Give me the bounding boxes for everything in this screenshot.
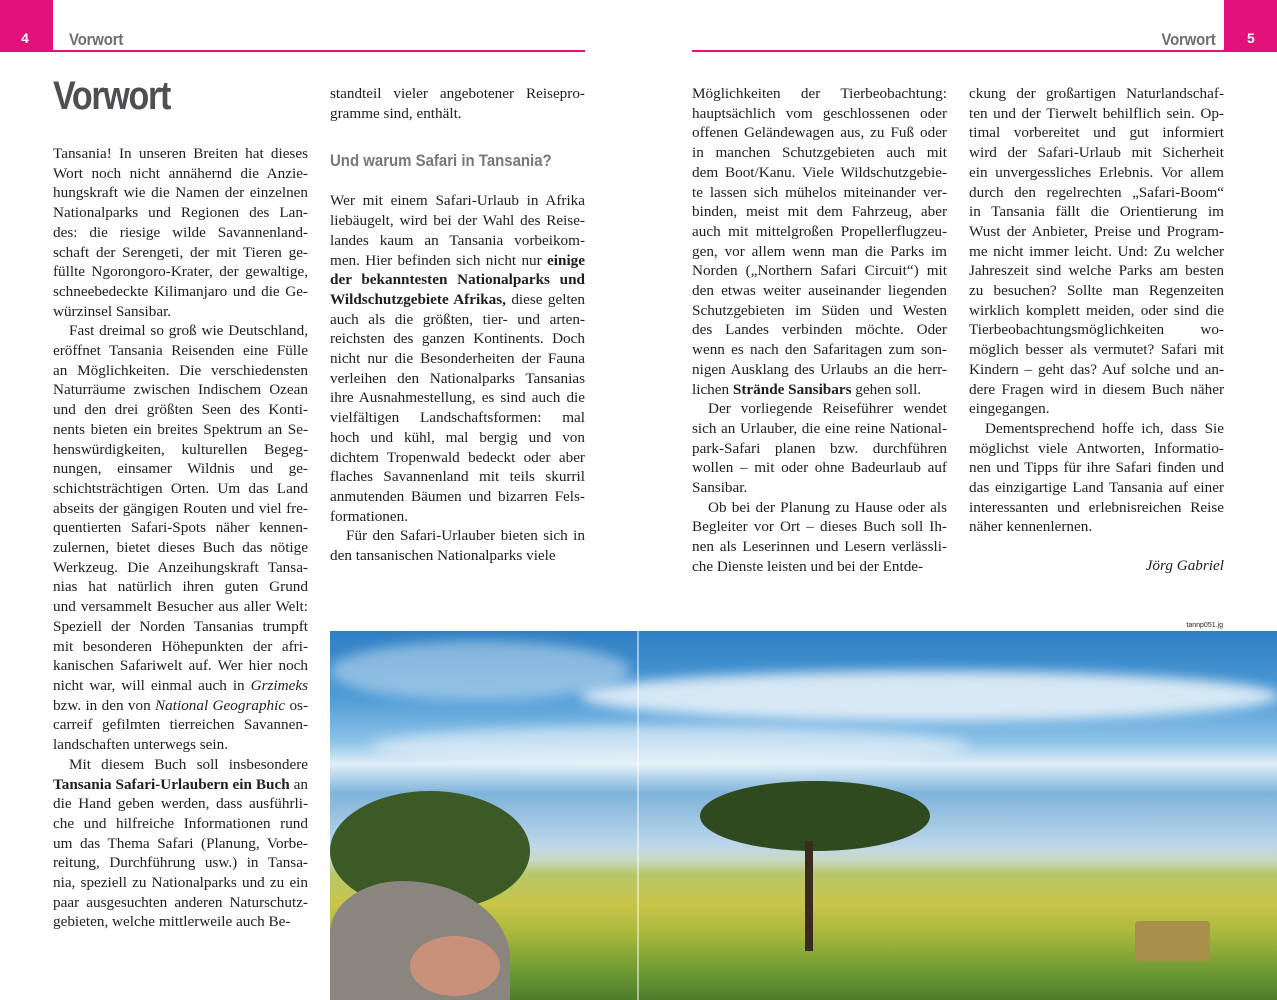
- text-line: gen, vor allem wenn man die Parks im: [692, 242, 947, 260]
- text-line: Naturräume zwischen Indischem Ozean: [53, 381, 308, 399]
- text-line: nen als Leserinnen und Lesern verlässli-: [692, 538, 947, 556]
- text-line: ckung der großartigen Naturlandschaf-: [969, 85, 1224, 102]
- text-line: che und hilfreiche Informationen rund: [53, 814, 308, 832]
- text-line: quentierten Safari-Spots näher kennen-: [53, 519, 308, 537]
- text-line: landes kaum an Tansania vorbeikom-: [330, 231, 585, 249]
- text-line: liebäugelt, wird bei der Wahl des Reise-: [330, 212, 585, 230]
- text-line: Der vorliegende Reiseführer wendet: [708, 400, 947, 418]
- text-line: binden, meist mit dem Fahrzeug, aber: [692, 203, 947, 221]
- text-line: verleihen den Nationalparks Tansanias: [330, 369, 585, 387]
- text-line: wollen – mit oder ohne Badeurlaub auf: [692, 459, 947, 477]
- page-title: Vorwort: [53, 74, 171, 118]
- text-line: formationen.: [330, 507, 409, 525]
- cloud: [370, 726, 970, 766]
- text-line: nen und Tipps für ihre Safari finden und: [969, 459, 1224, 477]
- text-line: an Möglichkeiten. Die verschiedensten: [53, 361, 308, 379]
- text-line: Möglichkeiten der Tierbeobachtung:: [692, 85, 947, 102]
- text-line: dem Boot/Kanu. Viele Wildschutzgebie-: [692, 163, 947, 181]
- text-line: nigen Ausklang des Urlaubs an die herr-: [692, 360, 947, 378]
- header-rule-left: [53, 50, 585, 52]
- text-line: Begleiter vor Ort – dieses Buch soll Ih-: [692, 518, 947, 536]
- text-line: ihre Ausnahmestellung, es sind auch die: [330, 389, 585, 407]
- text-line: nicht war, will einmal auch in Grzimeks: [53, 676, 308, 694]
- text-line: schneebedeckte Kilimanjaro und die Ge-: [53, 282, 308, 300]
- text-line: bzw. in den von National Geographic os-: [53, 696, 309, 714]
- text-line: Tierbeobachtungsmöglichkeiten wo-: [969, 321, 1224, 339]
- paragraph: [330, 526, 585, 565]
- text-line: standteil vieler angebotener Reisepro-: [330, 85, 585, 102]
- text-column-2: [330, 84, 585, 566]
- text-line: und den drei größten Seen des Konti-: [53, 401, 308, 419]
- running-head-right: Vorwort: [1161, 30, 1216, 49]
- text-line: dere Fragen wird in diesem Buch näher: [969, 380, 1224, 398]
- text-line: Schutzgebieten im Süden und Westen: [692, 301, 947, 319]
- text-line: eröffnet Tansania Reisenden eine Fülle: [53, 342, 308, 360]
- paragraph: [969, 419, 1224, 537]
- text-line: sich an Urlauber, die eine reine National-: [692, 419, 947, 437]
- paragraph: [53, 144, 308, 321]
- text-line: Sansibar.: [692, 479, 748, 497]
- text-line: lichen Strände Sansibars gehen soll.: [692, 380, 922, 398]
- text-line: den tansanischen Nationalparks viele: [330, 547, 556, 565]
- text-line: dichtem Tropenwald bedeckt oder aber: [330, 448, 585, 466]
- text-line: ten und der Tierwelt behilflich sein. Op-: [969, 104, 1224, 122]
- text-line: men. Hier befinden sich nicht nur einige: [330, 251, 585, 269]
- page-gutter: [637, 631, 639, 1000]
- text-line: reitung, Durchführung usw.) in Tansa-: [53, 854, 308, 872]
- text-line: schichtsträchtigen Orten. Um das Land: [53, 479, 308, 497]
- text-line: möglich besser als vermutet? Safari mit: [969, 341, 1224, 359]
- text-column-3: [692, 84, 947, 577]
- text-line: Norden („Northern Safari Circuit“) mit: [692, 262, 947, 280]
- text-line: wird der Safari-Urlaub mit Sicherheit: [969, 144, 1224, 162]
- text-line: Werkzeug. Die Anzeihungskraft Tansa-: [53, 558, 308, 576]
- text-line: flaches Savannenland mit teils skurril: [330, 468, 585, 486]
- text-line: park-Safari planen bzw. durchführen: [692, 439, 947, 457]
- text-line: Nationalparks und Regionen des Lan-: [53, 204, 308, 222]
- photo-filename: tannp051.jg: [1186, 622, 1223, 629]
- tree-trunk: [805, 841, 813, 951]
- section-heading: Und warum Safari in Tansania?: [330, 151, 552, 171]
- running-head-left: Vorwort: [69, 30, 124, 49]
- text-line: Mit diesem Buch soll insbesondere: [69, 755, 308, 773]
- text-line: nia, speziell zu Nationalparks und zu ein: [53, 874, 308, 892]
- text-line: reichsten des ganzen Kontinents. Doch: [330, 330, 585, 348]
- author-signature: Jörg Gabriel: [1145, 557, 1224, 574]
- text-line: carreif gefilmten tierreichen Savannen-: [53, 716, 308, 734]
- text-line: in Tansania fällt die Orientierung im: [969, 203, 1224, 221]
- text-line: zu besuchen? Sollte man Regenzeiten: [969, 282, 1224, 300]
- text-line: den etwas weiter auseinander liegenden: [692, 282, 947, 300]
- text-line: Ob bei der Planung zu Hause oder als: [708, 498, 947, 516]
- page-number-right: 5: [1247, 30, 1255, 46]
- text-line: abseits der gängigen Routen und viel fre-: [53, 499, 308, 517]
- text-line: auch als die größten, tier- und arten-: [330, 310, 585, 328]
- text-line: und versammelt Besucher aus aller Welt:: [53, 598, 308, 616]
- text-line: in manchen Schutzgebieten auch mit: [692, 144, 947, 162]
- text-line: des: die riesige wilde Savannenland-: [53, 223, 308, 241]
- text-line: nungen, einsamer Wildnis und ge-: [53, 460, 308, 478]
- paragraph: [692, 84, 947, 399]
- text-line: Wort noch nicht annähernd die Anzie-: [53, 164, 308, 182]
- text-line: nias hat natürlich ihren guten Grund: [53, 578, 308, 596]
- text-line: interessanten und erlebnisreichen Reise: [969, 498, 1224, 516]
- acacia-tree: [700, 781, 930, 851]
- cloud: [330, 641, 630, 701]
- text-line: offenen Geländewagen aus, zu Fuß oder: [692, 124, 947, 142]
- text-line: näher kennenlernen.: [969, 518, 1093, 536]
- rock: [410, 936, 500, 996]
- text-line: Wust der Anbieter, Preise und Program-: [969, 222, 1224, 240]
- text-line: Für den Safari-Urlauber bieten sich in: [346, 527, 585, 545]
- text-line: mit besonderen Höhepunkten der afri-: [53, 637, 308, 655]
- text-line: schaft der Serengeti, der mit Tieren ge-: [53, 243, 308, 261]
- text-line: durch den regelrechten „Safari-Boom“: [969, 183, 1224, 201]
- text-line: landschaften unterwegs sein.: [53, 736, 229, 754]
- text-line: würzinsel Sansibar.: [53, 302, 172, 320]
- text-line: zulernen, bietet dieses Buch das nötige: [53, 539, 308, 557]
- paragraph: [330, 191, 585, 526]
- text-line: vielfältigen Landschaftsformen: mal: [330, 409, 585, 427]
- text-line: die Hand geben werden, dass ausführli-: [53, 795, 308, 813]
- text-line: Jahreszeit sind welche Parks am besten: [969, 262, 1224, 280]
- cloud: [580, 671, 1277, 721]
- text-line: henswürdigkeiten, kulturellen Begeg-: [53, 440, 308, 458]
- page-number-left: 4: [21, 30, 29, 46]
- header-rule-right: [692, 50, 1224, 52]
- safari-vehicle: [1135, 921, 1210, 961]
- text-line: nicht nur die Besonderheiten der Fauna: [330, 350, 585, 368]
- paragraph: [969, 84, 1224, 419]
- text-line: wenn es nach den Safaritagen zum son-: [692, 341, 947, 359]
- text-line: das einzigartige Land Tansania auf einer: [969, 479, 1224, 497]
- text-line: gramme sind, enthält.: [330, 104, 462, 122]
- text-line: ein unvergessliches Erlebnis. Vor allem: [969, 163, 1224, 181]
- text-line: me nicht immer leicht. Und: Zu welcher: [969, 242, 1224, 260]
- text-line: hauptsächlich vom geschlossenen oder: [692, 104, 947, 122]
- text-line: gebieten, welche mittlerweile auch Be-: [53, 913, 291, 931]
- text-line: paar ausgesuchten anderen Naturschutz-: [53, 893, 308, 911]
- text-line: Dementsprechend hoffe ich, dass Sie: [985, 419, 1224, 437]
- text-line: Tansania! In unseren Breiten hat dieses: [53, 145, 308, 162]
- text-line: wirklich komplett meiden, oder sind die: [969, 301, 1224, 319]
- text-line: che Dienste leisten und bei der Entde-: [692, 557, 924, 575]
- text-line: Wer mit einem Safari-Urlaub in Afrika: [330, 192, 585, 210]
- text-line: Wildschutzgebiete Afrikas, diese gelten: [330, 290, 585, 308]
- text-line: anmutenden Bäumen und bizarren Fels-: [330, 487, 585, 505]
- text-line: kanischen Safariwelt auf. Wer hier noch: [53, 657, 308, 675]
- paragraph: [53, 321, 308, 754]
- paragraph: [692, 498, 947, 577]
- text-line: der bekanntesten Nationalparks und: [330, 271, 585, 289]
- savanna-photo: [330, 631, 1277, 1000]
- text-line: Tansania Safari-Urlaubern ein Buch an: [53, 775, 308, 793]
- text-line: hoch und kühl, mal bergig und von: [330, 428, 585, 446]
- text-line: timal vorbereitet und gut informiert: [969, 124, 1224, 142]
- text-line: te lassen sich mühelos miteinander ver-: [692, 183, 947, 201]
- paragraph: [330, 84, 585, 123]
- text-line: nents bieten ein breites Spektrum an Se-: [53, 420, 308, 438]
- text-column-1: [53, 144, 308, 932]
- paragraph: [53, 755, 308, 932]
- paragraph: [692, 399, 947, 498]
- text-line: eingegangen.: [969, 400, 1050, 418]
- text-line: Speziell der Norden Tansanias trumpft: [53, 617, 308, 635]
- text-line: auch mit mittelgroßen Propellerflugzeu-: [692, 222, 947, 240]
- text-column-4: [969, 84, 1224, 537]
- text-line: hungskraft wie die Namen der einzelnen: [53, 184, 308, 202]
- text-line: füllte Ngorongoro-Krater, der gewaltige,: [53, 263, 308, 281]
- text-line: Kindern – geht das? Auf solche und an-: [969, 360, 1224, 378]
- text-line: des Landes verbinden möchte. Oder: [692, 321, 947, 339]
- text-line: möglichst viele Antworten, Informatio-: [969, 439, 1224, 457]
- text-line: um das Thema Safari (Planung, Vorbe-: [53, 834, 308, 852]
- text-line: Fast dreimal so groß wie Deutschland,: [69, 322, 308, 340]
